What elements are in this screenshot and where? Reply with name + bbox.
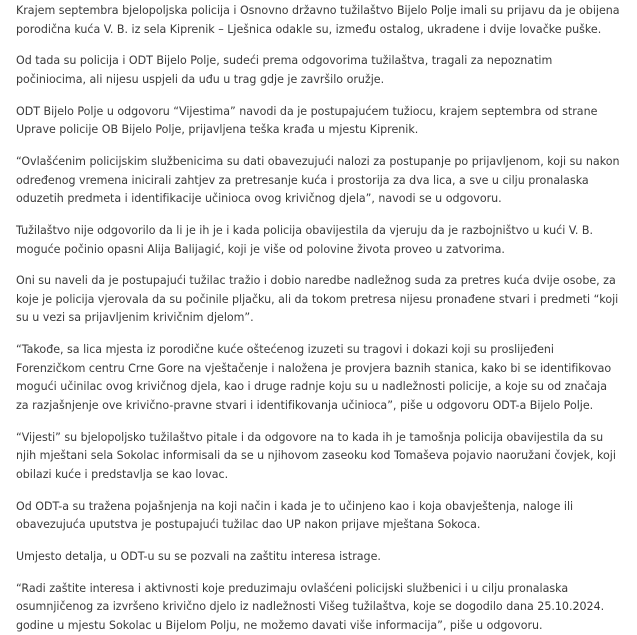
- paragraph-7: “Takođe, sa lica mjesta iz porodične kuće oštećenog izuzeti su tragovi i dokazi koji su proslijeđeni Forenzičkom centru Crne Gore na vještačenje i naložena je provjera baznih stanica, kako bi se identifikovao mogući učinilac ovog krivičnog djela, kao i druge radnje koju su u nadležnosti policije, a koje su od značaja za razjašnjenje ove krivično-pravne stvari i identifikovanja učinioca”, piše u odgovoru ODT-a Bijelo Polje.: [16, 343, 612, 412]
- paragraph-2: Od tada su policija i ODT Bijelo Polje, sudeći prema odgovorima tužilaštva, tragali za nepoznatim počiniocima, ali nijesu uspjeli da uđu u trag gdje je završilo oružje.: [16, 54, 553, 86]
- paragraph-10: Umjesto detalja, u ODT-u su se pozvali na zaštitu interesa istrage.: [16, 550, 381, 564]
- paragraph-8: “Vijesti” su bjelopoljsko tužilaštvo pitale i da odgovore na to kada ih je tamošnja policija obavijestila da su njih mještani sela Sokolac informisali da se u njihovom zaseoku kod Tomaševa pojavio naoružani čovjek, koji obilazi kuće i predstavlja se kao lovac.: [16, 430, 616, 481]
- paragraph-4: “Ovlašćenim policijskim službenicima su dati obavezujući nalozi za postupanje po prijavljenom, koji su nakon određenog vremena inicirali zahtjev za pretresanje kuća i prostorija za dva lica, a sve u cilju pronalaska oduzetih predmeta i identifikacije učinioca ovog krivičnog djela”, navodi se u odgovoru.: [16, 155, 620, 206]
- paragraph-11: “Radi zaštite interesa i aktivnosti koje preduzimaju ovlašćeni policijski službenici i u cilju pronalaska osumnjičenog za izvršeno krivično djelo iz nadležnosti Višeg tužilaštva, koje se dogodilo dana 25.10.2024. godine u mjestu Sokolac u Bijelom Polju, ne možemo davati više informacija”, piše u odgovoru.: [16, 581, 605, 632]
- paragraph-3: ODT Bijelo Polje u odgovoru “Vijestima” navodi da je postupajućem tužiocu, krajem septembra od strane Uprave policije OB Bijelo Polje, prijavljena teška krađa u mjestu Kiprenik.: [16, 104, 598, 137]
- paragraph-9: Od ODT-a su tražena pojašnjenja na koji način i kada je to učinjeno kao i koja obavještenja, naloge ili obavezujuća uputstva je postupajući tužilac dao UP nakon prijave mještana Sokoca.: [16, 499, 574, 532]
- paragraph-5: Tužilaštvo nije odgovorilo da li je ih je i kada policija obavijestila da vjeruju da je razbojništvo u kući V. B. moguće počinio opasni Alija Balijagić, koji je više od polovine života proveo u zatvorima.: [16, 224, 594, 256]
- paragraph-6: Oni su naveli da je postupajući tužilac tražio i dobio naredbe nadležnog suda za pretres kuća dvije osobe, za koje je policija vjerovala da su počinile pljačku, ali da tokom pretresa nijesu pronađene stvari i predmeti “koji su u vezi sa prijavljenim krivičnim djelom”.: [16, 274, 619, 325]
- paragraph-1: Krajem septembra bjelopoljska policija i Osnovno državno tužilaštvo Bijelo Polje imali su prijavu da je obijena porodična kuća V. B. iz sela Kiprenik – Lješnica odakle su, između ostalog, ukradene i dvije lovačke puške.: [16, 4, 620, 36]
